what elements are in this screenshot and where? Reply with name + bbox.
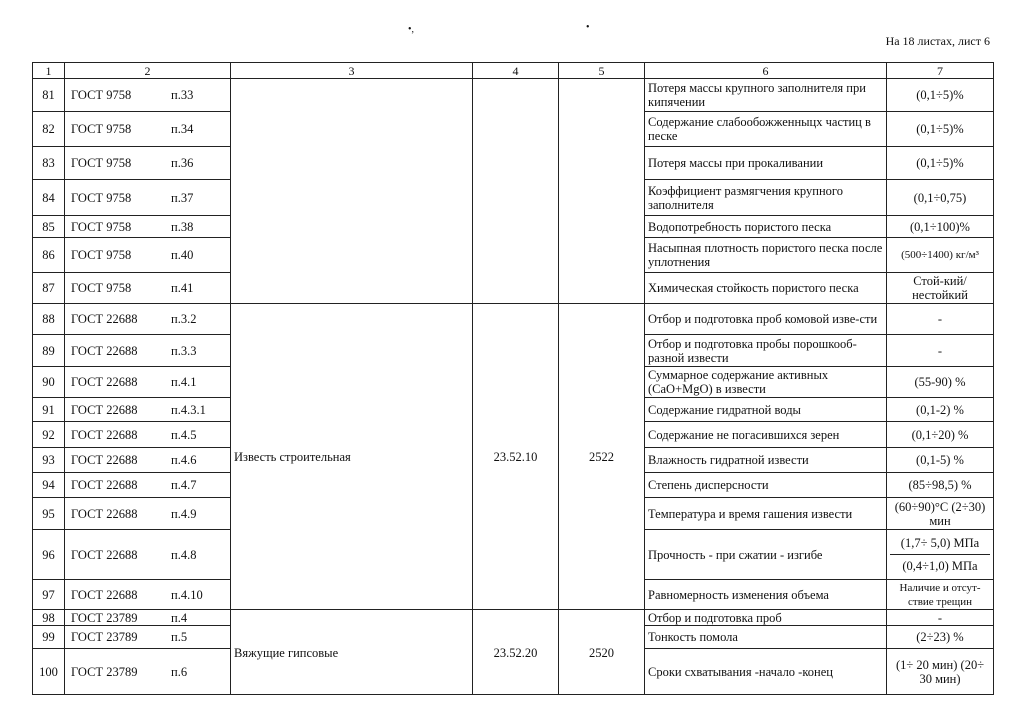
- parameter: Тонкость помола: [645, 626, 887, 649]
- product-cell: Известь строительная: [231, 304, 473, 610]
- measurement-range: (0,1÷5)%: [887, 112, 994, 147]
- column-header: 6: [645, 63, 887, 79]
- column-header: 7: [887, 63, 994, 79]
- standard-reference: [65, 473, 231, 498]
- standard-code: ГОСТ 22688: [71, 478, 138, 492]
- standard-code: ГОСТ 22688: [71, 375, 138, 389]
- standard-reference: [65, 626, 231, 649]
- standard-code: ГОСТ 23789: [71, 610, 138, 625]
- parameter: Сроки схватывания -начало -конец: [645, 649, 887, 695]
- standard-reference: [65, 580, 231, 610]
- row-number: 98: [33, 610, 65, 626]
- row-number: 85: [33, 216, 65, 238]
- clause: п.4.6: [171, 453, 197, 467]
- row-number: 90: [33, 367, 65, 398]
- standard-reference: [65, 422, 231, 448]
- column-number-row: [33, 63, 994, 79]
- row-number: 89: [33, 335, 65, 367]
- okpd-code-cell: [473, 79, 559, 304]
- measurement-range: Стой-кий/нестойкий: [887, 273, 994, 304]
- column-header: 5: [559, 63, 645, 79]
- sheet-label: На 18 листах, лист 6: [885, 34, 990, 48]
- clause: п.37: [171, 190, 194, 205]
- parameter: Равномерность изменения объема: [645, 580, 887, 610]
- row-number: 81: [33, 79, 65, 112]
- column-header: 2: [65, 63, 231, 79]
- clause: п.4.1: [171, 375, 197, 389]
- standard-reference: [65, 79, 231, 112]
- standard-code: ГОСТ 22688: [71, 506, 138, 521]
- row-number: 91: [33, 398, 65, 422]
- standard-code: ГОСТ 22688: [71, 453, 138, 467]
- standard-reference: [65, 448, 231, 473]
- table-row: [33, 304, 994, 335]
- clause: п.4.5: [171, 427, 197, 442]
- clause: п.34: [171, 122, 194, 136]
- clause: п.4.8: [171, 547, 197, 562]
- parameter: Суммарное содержание активных (CaO+MgO) в извести: [645, 367, 887, 398]
- measurement-range: (55-90) %: [887, 367, 994, 398]
- standard-reference: [65, 498, 231, 530]
- tnved-code-cell: 2520: [559, 610, 645, 695]
- standard-code: ГОСТ 9758: [71, 122, 132, 136]
- product-cell: [231, 79, 473, 304]
- standard-reference: [65, 147, 231, 180]
- standard-code: ГОСТ 22688: [71, 587, 138, 602]
- parameter: Влажность гидратной извести: [645, 448, 887, 473]
- row-number: 96: [33, 530, 65, 580]
- okpd-code-cell: 23.52.20: [473, 610, 559, 695]
- measurement-range: (0,1÷100)%: [887, 216, 994, 238]
- parameter: Содержание слабообожженныцх частиц в песке: [645, 112, 887, 147]
- standard-reference: [65, 180, 231, 216]
- clause: п.38: [171, 219, 194, 234]
- measurement-range: (85÷98,5) %: [887, 473, 994, 498]
- product-cell: Вяжущие гипсовые: [231, 610, 473, 695]
- standard-code: ГОСТ 22688: [71, 343, 138, 358]
- measurement-range: Наличие и отсут-ствие трещин: [887, 580, 994, 610]
- standard-code: ГОСТ 23789: [71, 664, 138, 679]
- range-bending: (0,4÷1,0) МПа: [890, 554, 990, 577]
- measurement-range: (0,1÷20) %: [887, 422, 994, 448]
- clause: п.4.3.1: [171, 402, 206, 417]
- row-number: 88: [33, 304, 65, 335]
- clause: п.4.9: [171, 506, 197, 521]
- row-number: 87: [33, 273, 65, 304]
- clause: п.41: [171, 281, 194, 295]
- standard-reference: [65, 335, 231, 367]
- measurement-range: (500÷1400) кг/м³: [887, 238, 994, 273]
- row-number: 95: [33, 498, 65, 530]
- standards-table: [32, 62, 994, 695]
- standard-reference: [65, 273, 231, 304]
- parameter: Температура и время гашения извести: [645, 498, 887, 530]
- parameter: Коэффициент размягчения крупного заполнителя: [645, 180, 887, 216]
- tnved-code-cell: 2522: [559, 304, 645, 610]
- standard-reference: [65, 649, 231, 695]
- standard-code: ГОСТ 9758: [71, 281, 132, 295]
- parameter: Отбор и подготовка пробы порошкооб-разной извести: [645, 335, 887, 367]
- column-header: 4: [473, 63, 559, 79]
- standard-reference: [65, 398, 231, 422]
- standard-code: ГОСТ 22688: [71, 402, 138, 417]
- column-header: 3: [231, 63, 473, 79]
- measurement-range: -: [887, 610, 994, 626]
- measurement-range: (2÷23) %: [887, 626, 994, 649]
- parameter: Отбор и подготовка проб комовой изве-сти: [645, 304, 887, 335]
- clause: п.5: [171, 630, 188, 644]
- scan-mark: •,: [408, 24, 415, 35]
- standard-code: ГОСТ 9758: [71, 190, 132, 205]
- clause: п.36: [171, 156, 194, 170]
- clause: п.3.2: [171, 312, 197, 326]
- row-number: 97: [33, 580, 65, 610]
- row-number: 99: [33, 626, 65, 649]
- table-row: [33, 610, 994, 626]
- row-number: 93: [33, 448, 65, 473]
- standard-code: ГОСТ 22688: [71, 427, 138, 442]
- standard-code: ГОСТ 9758: [71, 156, 132, 170]
- standard-reference: [65, 112, 231, 147]
- parameter: Отбор и подготовка проб: [645, 610, 887, 626]
- measurement-range: (1÷ 20 мин) (20÷ 30 мин): [887, 649, 994, 695]
- parameter: Содержание гидратной воды: [645, 398, 887, 422]
- row-number: 92: [33, 422, 65, 448]
- parameter: Потеря массы крупного заполнителя при кипячении: [645, 79, 887, 112]
- parameter: Потеря массы при прокаливании: [645, 147, 887, 180]
- measurement-range: (0,1-2) %: [887, 398, 994, 422]
- standard-reference: [65, 304, 231, 335]
- column-header: 1: [33, 63, 65, 79]
- row-number: 82: [33, 112, 65, 147]
- clause: п.4: [171, 610, 188, 625]
- measurement-range: (60÷90)°С (2÷30) мин: [887, 498, 994, 530]
- standard-code: ГОСТ 9758: [71, 219, 132, 234]
- standard-reference: [65, 530, 231, 580]
- parameter: Содержание не погасившихся зерен: [645, 422, 887, 448]
- clause: п.4.10: [171, 587, 203, 602]
- parameter: Химическая стойкость пористого песка: [645, 273, 887, 304]
- standard-reference: [65, 216, 231, 238]
- standard-code: ГОСТ 22688: [71, 547, 138, 562]
- measurement-range: (0,1÷0,75): [887, 180, 994, 216]
- measurement-range: (0,1÷5)%: [887, 79, 994, 112]
- clause: п.3.3: [171, 343, 197, 358]
- parameter: Насыпная плотность пористого песка после уплотнения: [645, 238, 887, 273]
- scan-mark: •: [586, 22, 590, 33]
- standard-reference: [65, 367, 231, 398]
- measurement-range: (0,1-5) %: [887, 448, 994, 473]
- row-number: 84: [33, 180, 65, 216]
- standard-code: ГОСТ 23789: [71, 630, 138, 644]
- table-row: [33, 79, 994, 112]
- parameter: Степень дисперсности: [645, 473, 887, 498]
- row-number: 100: [33, 649, 65, 695]
- parameter: Прочность - при сжатии - изгибе: [645, 530, 887, 580]
- standard-code: ГОСТ 9758: [71, 88, 132, 102]
- standard-code: ГОСТ 9758: [71, 248, 132, 262]
- okpd-code-cell: 23.52.10: [473, 304, 559, 610]
- measurement-range: [887, 530, 994, 580]
- clause: п.4.7: [171, 478, 197, 492]
- row-number: 83: [33, 147, 65, 180]
- clause: п.40: [171, 248, 194, 262]
- row-number: 94: [33, 473, 65, 498]
- measurement-range: -: [887, 335, 994, 367]
- measurement-range: -: [887, 304, 994, 335]
- row-number: 86: [33, 238, 65, 273]
- clause: п.33: [171, 88, 194, 102]
- range-compression: (1,7÷ 5,0) МПа: [900, 536, 980, 550]
- standard-reference: [65, 238, 231, 273]
- standard-reference: [65, 610, 231, 626]
- standard-code: ГОСТ 22688: [71, 312, 138, 326]
- measurement-range: (0,1÷5)%: [887, 147, 994, 180]
- clause: п.6: [171, 664, 188, 679]
- tnved-code-cell: [559, 79, 645, 304]
- parameter: Водопотребность пористого песка: [645, 216, 887, 238]
